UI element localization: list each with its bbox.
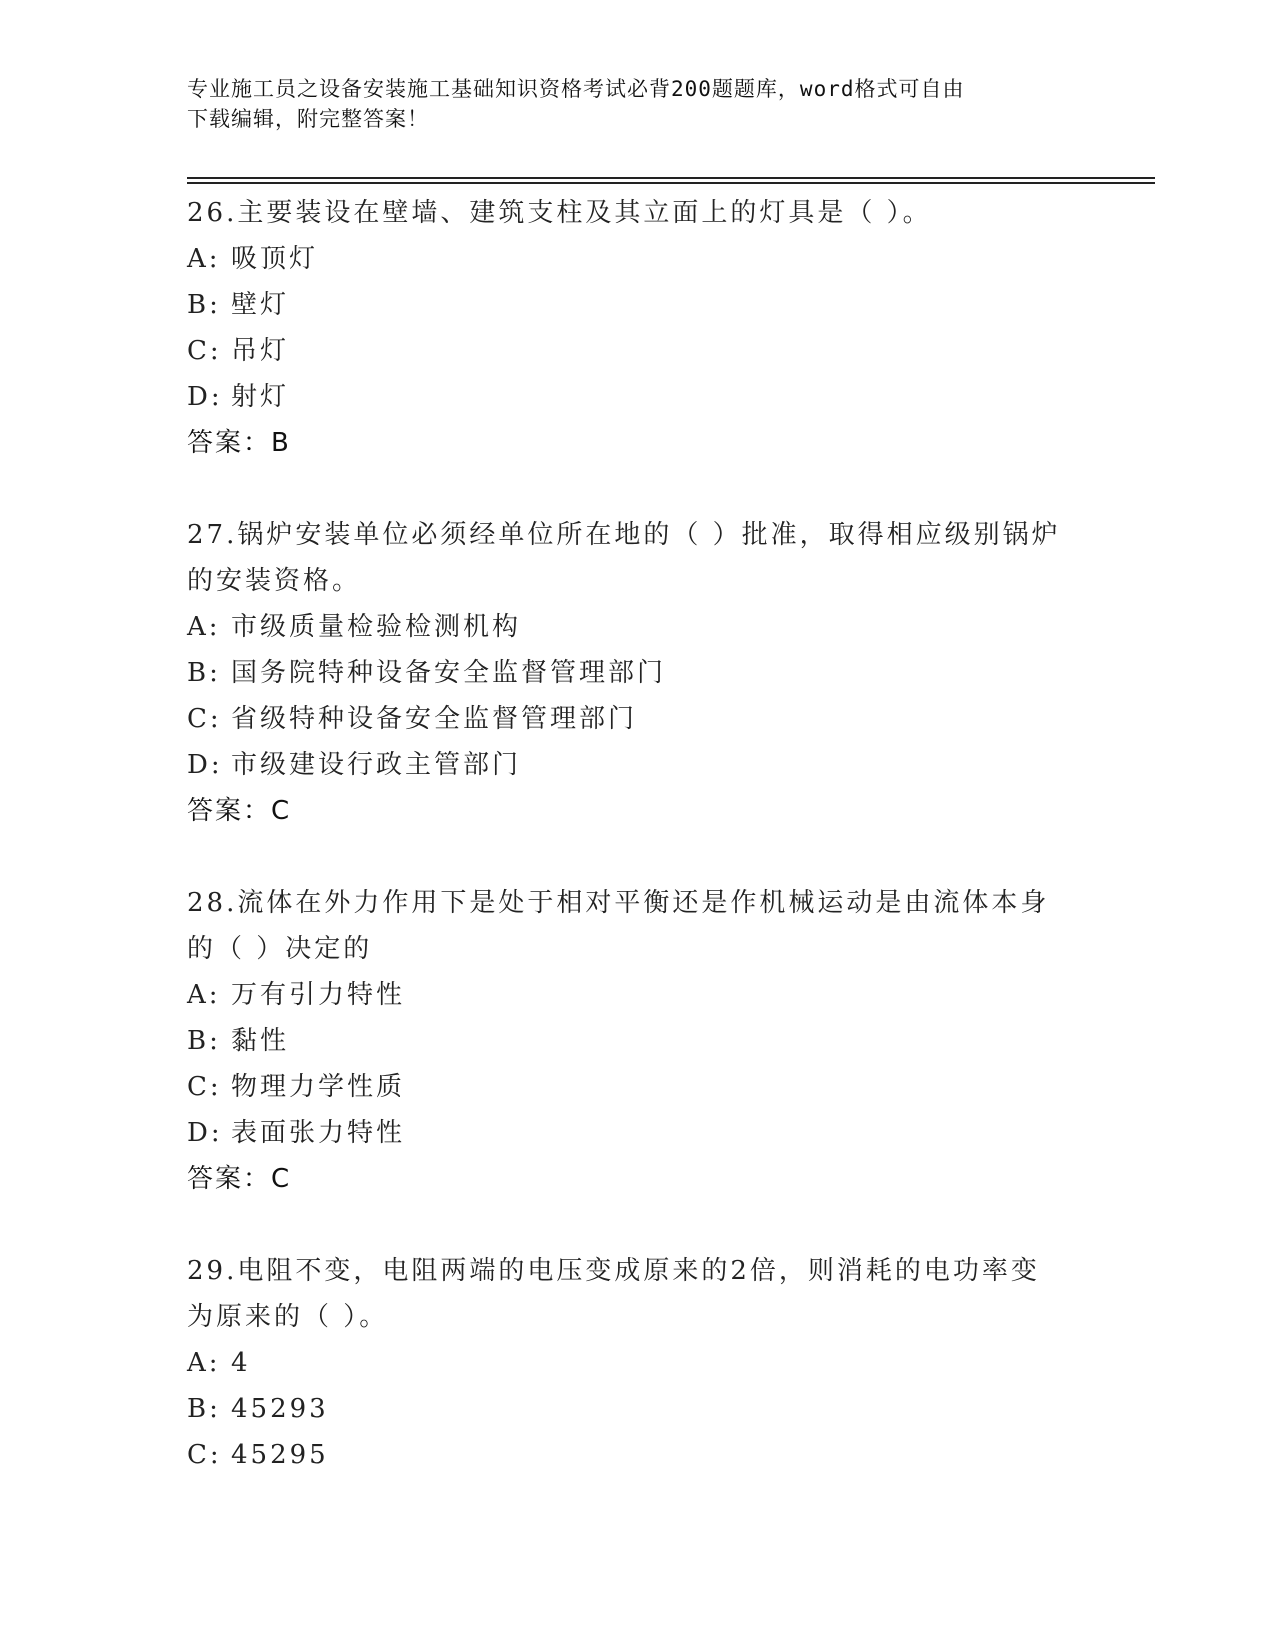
option-key: B: [187, 290, 221, 320]
question-list [187, 190, 1087, 1524]
option-key: C: [187, 1440, 222, 1470]
question-stem: 29.电阻不变，电阻两端的电压变成原来的2倍，则消耗的电功率变为原来的（ ）。 [187, 1256, 1040, 1332]
option-a [187, 1340, 1087, 1386]
option-text: 45293 [231, 1394, 329, 1424]
option-c [187, 696, 1087, 742]
option-key: A: [187, 612, 221, 642]
option-a [187, 236, 1087, 282]
header-divider-top [187, 177, 1155, 179]
option-d [187, 1110, 1087, 1156]
answer-line: 答案：C [187, 796, 292, 826]
option-text: 表面张力特性 [231, 1118, 406, 1148]
option-a [187, 604, 1087, 650]
option-c [187, 1432, 1087, 1478]
option-key: D: [187, 750, 223, 780]
option-text: 壁灯 [231, 290, 290, 320]
option-text: 市级建设行政主管部门 [231, 750, 522, 780]
option-key: C: [187, 704, 222, 734]
option-key: A: [187, 980, 221, 1010]
option-text: 国务院特种设备安全监督管理部门 [231, 658, 667, 688]
question-stem: 26.主要装设在壁墙、建筑支柱及其立面上的灯具是（ ）。 [187, 198, 932, 228]
option-text: 万有引力特性 [231, 980, 406, 1010]
option-c [187, 1064, 1087, 1110]
question-stem: 28.流体在外力作用下是处于相对平衡还是作机械运动是由流体本身的（ ）决定的 [187, 888, 1050, 964]
option-b [187, 1018, 1087, 1064]
option-d [187, 374, 1087, 420]
document-header [187, 74, 1087, 134]
option-text: 45295 [231, 1440, 329, 1470]
option-text: 吊灯 [231, 336, 290, 366]
option-key: A: [187, 1348, 221, 1378]
header-title-line-2: 下载编辑，附完整答案！ [187, 107, 429, 131]
option-text: 4 [231, 1348, 251, 1378]
option-a [187, 972, 1087, 1018]
question-stem: 27.锅炉安装单位必须经单位所在地的（ ）批准，取得相应级别锅炉的安装资格。 [187, 520, 1061, 596]
option-b [187, 650, 1087, 696]
answer-line: 答案：B [187, 428, 291, 458]
option-key: B: [187, 1394, 221, 1424]
header-divider-bottom [187, 182, 1155, 184]
option-key: D: [187, 1118, 223, 1148]
option-key: B: [187, 658, 221, 688]
option-key: D: [187, 382, 223, 412]
header-title-line-1: 专业施工员之设备安装施工基础知识资格考试必背200题题库，word格式可自由 [187, 77, 965, 101]
question-27 [187, 512, 1087, 834]
question-26 [187, 190, 1087, 466]
option-text: 物理力学性质 [231, 1072, 406, 1102]
option-b [187, 1386, 1087, 1432]
option-text: 市级质量检验检测机构 [231, 612, 522, 642]
option-text: 黏性 [231, 1026, 290, 1056]
option-text: 射灯 [231, 382, 290, 412]
answer-line: 答案：C [187, 1164, 292, 1194]
option-key: A: [187, 244, 221, 274]
option-key: C: [187, 336, 222, 366]
option-d [187, 742, 1087, 788]
option-text: 吸顶灯 [231, 244, 319, 274]
option-text: 省级特种设备安全监督管理部门 [231, 704, 638, 734]
question-28 [187, 880, 1087, 1202]
option-key: B: [187, 1026, 221, 1056]
option-key: C: [187, 1072, 222, 1102]
question-29 [187, 1248, 1087, 1478]
option-c [187, 328, 1087, 374]
option-b [187, 282, 1087, 328]
